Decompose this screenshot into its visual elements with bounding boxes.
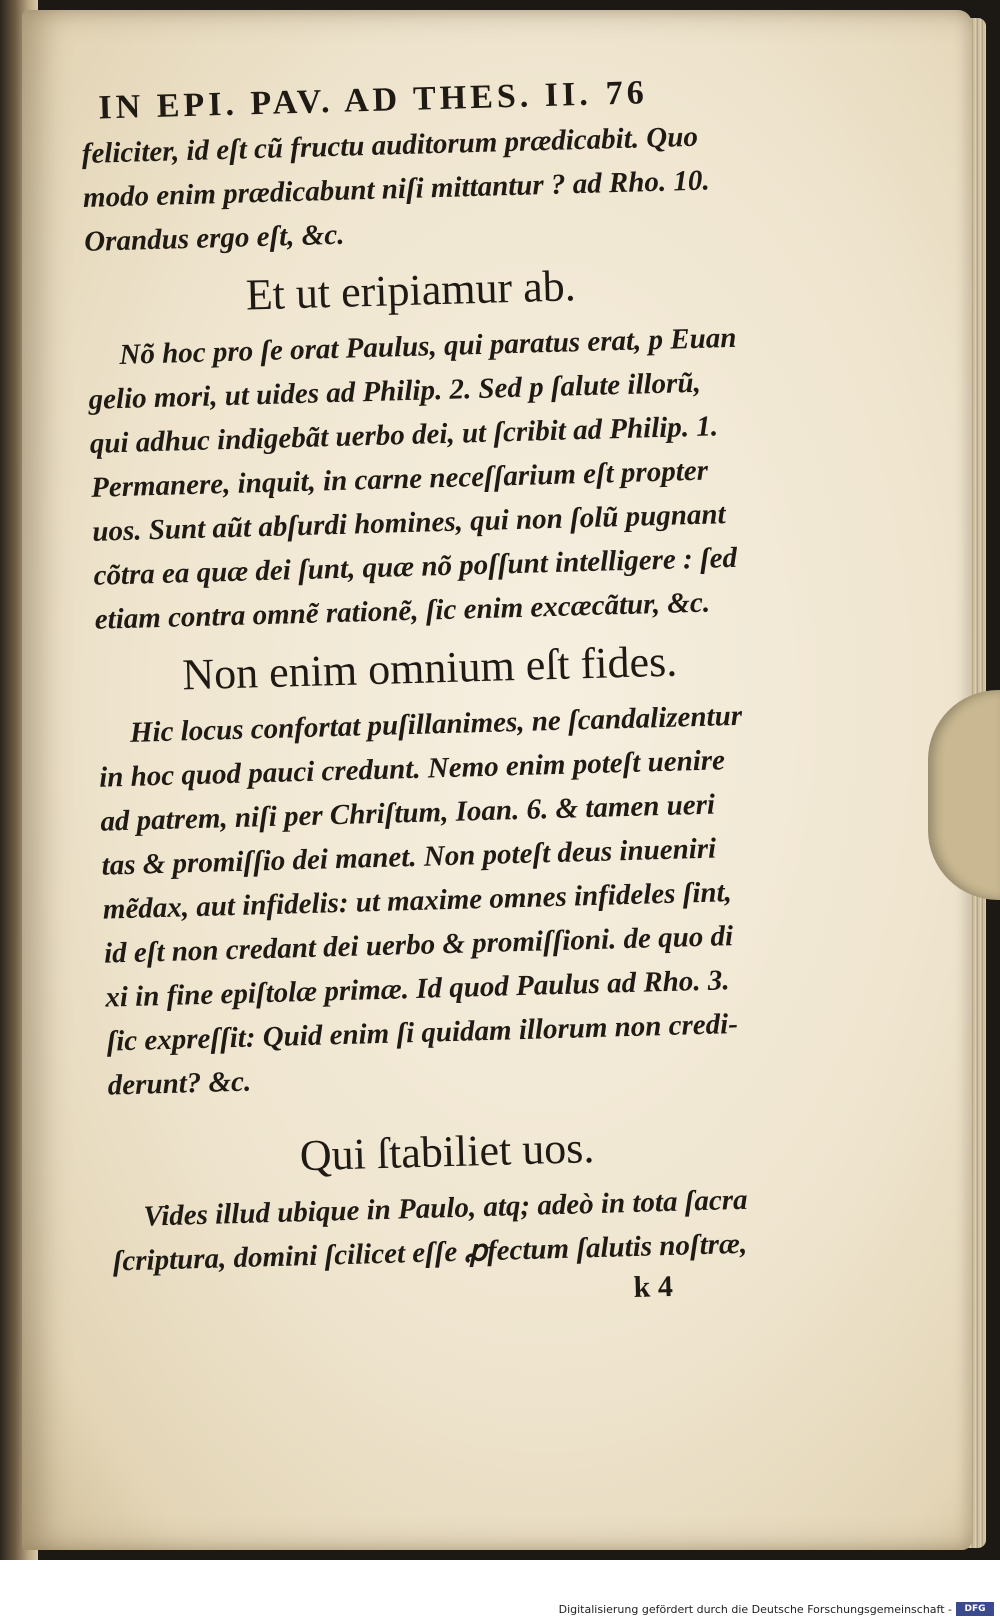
funding-credit: Digitalisierung gefördert durch die Deutsche Forschungsgemeinschaft - — [558, 1603, 952, 1616]
text-line: in hoc quod pauci credunt. Nemo enim poteſt uenire — [98, 744, 726, 794]
text-line: uos. Sunt aũt abſurdi homines, qui non ſolũ pugnant — [91, 498, 726, 548]
page-text — [80, 71, 794, 1320]
text-line: ad patrem, niſi per Chriſtum, Ioan. 6. & tamen ueri — [99, 788, 716, 838]
text-line: Nõ hoc pro ſe orat Paulus, qui paratus erat, p Euan — [118, 321, 737, 371]
paragraph-2 — [87, 315, 775, 642]
text-line: id eſt non credant dei uerbo & promiſſioni. de quo di — [103, 920, 734, 970]
text-line: etiam contra omnẽ rationẽ, ſic enim excæcãtur, &c. — [94, 586, 711, 636]
text-line: ſic expreſſit: Quid enim ſi quidam illorum non credi- — [106, 1008, 739, 1058]
text-line: gelio mori, ut uides ad Philip. 2. Sed p ſalute illorũ, — [88, 366, 702, 416]
paragraph-3 — [97, 693, 788, 1108]
paragraph-4 — [111, 1177, 793, 1284]
text-line: modo enim prædicabunt niſi mittantur ? ad Rho. 10. — [82, 164, 711, 214]
page-clip — [928, 690, 1000, 900]
text-line: mẽdax, aut infidelis: ut maxime omnes infideles ſint, — [102, 876, 733, 926]
signature-mark: k 4 — [633, 1269, 674, 1305]
section-heading-1: Et ut eripiamur ab. — [245, 261, 577, 320]
dfg-logo: DFG — [956, 1602, 994, 1616]
footer-bar — [0, 1560, 1000, 1619]
section-heading-3: Qui ſtabiliet uos. — [299, 1123, 595, 1181]
text-line: ſcriptura, domini ſcilicet eſſe ꝓfectum ſalutis noſtræ, — [112, 1227, 748, 1278]
folio-number: 76 — [605, 74, 649, 113]
text-line: Vides illud ubique in Paulo, atq; adeò in tota ſacra — [143, 1183, 748, 1233]
text-line: tas & promiſſio dei manet. Non poteſt deus inueniri — [101, 832, 717, 882]
text-line: Hic locus confortat puſillanimes, ne ſcandalizentur — [129, 699, 743, 749]
running-head-title: IN EPI. PAV. AD THES. II. — [97, 75, 593, 127]
text-line: xi in fine epiſtolæ primæ. Id quod Paulus ad Rho. 3. — [104, 964, 730, 1014]
text-line: feliciter, id eſt cũ fructu auditorum prædicabit. Quo — [81, 120, 699, 170]
text-line: cõtra ea quæ dei ſunt, quæ nõ poſſunt intelligere : ſed — [93, 541, 738, 592]
text-line: Permanere, inquit, in carne neceſſarium eſt propter — [90, 454, 709, 504]
paragraph-1 — [81, 113, 764, 264]
text-line: derunt? &c. — [107, 1065, 252, 1102]
section-heading-2: Non enim omnium eſt fides. — [181, 636, 678, 700]
text-line: qui adhuc indigebãt uerbo dei, ut ſcribit ad Philip. 1. — [89, 410, 719, 460]
text-line: Orandus ergo eſt, &c. — [83, 218, 345, 258]
